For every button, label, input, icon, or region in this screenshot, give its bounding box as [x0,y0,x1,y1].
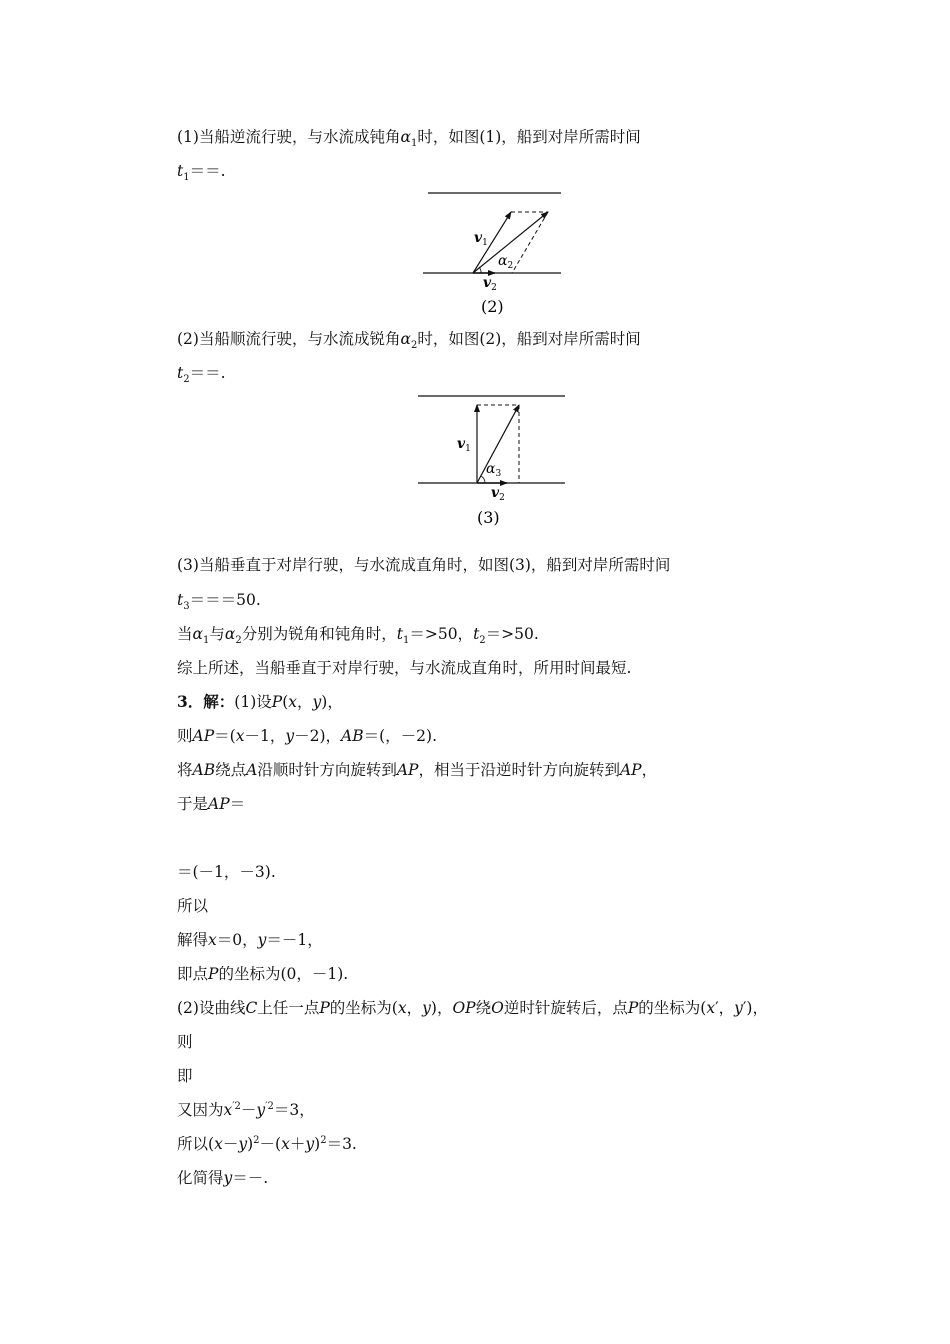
text: 与 [209,625,225,643]
text: 化简得 [177,1169,224,1187]
text: 将 [177,761,193,779]
text: 当 [177,625,193,643]
angle-arc [479,267,481,273]
text: ＝( [214,727,236,745]
text: 所以( [177,1135,215,1153]
subscript: 2 [479,635,486,647]
text: ＝>50. [485,625,539,643]
subscript: 2 [235,635,242,647]
alpha-label: $\alpha_3$ [486,461,502,479]
var: x [397,999,407,1017]
text: (1)当船逆流行驶，与水流成钝角 [177,128,401,146]
var: O [491,999,504,1017]
text: ＝>50， [409,625,474,643]
text: 则 [177,727,193,745]
var: x [706,999,716,1017]
v1-label: $v_1$ [457,436,471,454]
vector: AP [208,795,230,813]
var: P [271,693,283,711]
text: －( [259,1135,282,1153]
var: P [319,999,330,1017]
subscript: 1 [410,138,418,150]
var: y [734,999,743,1017]
text: 的坐标为( [638,999,707,1017]
text: 综上所述，当船垂直于对岸行驶，与水流成直角时，所用时间最短. [177,659,632,677]
text: 逆时针旋转后，点 [503,999,628,1017]
text: ＋ [289,1135,306,1153]
var: x [208,931,217,949]
text: ＝(，－2). [363,727,437,745]
alpha-label: $\alpha_2$ [498,253,514,271]
figure-caption: (2) [481,297,504,316]
text: － [222,1135,239,1153]
var: x [281,1135,290,1153]
text: ＝0， [216,931,258,949]
problem-number: 3．解： [177,692,235,711]
alpha-symbol: α [400,330,411,348]
text-line-20 [177,1099,315,1121]
superscript: ′2 [232,1100,241,1112]
figure-caption: (3) [477,508,500,527]
var: y [422,999,431,1017]
subscript: 1 [183,172,190,184]
subscript: 1 [402,635,410,647]
text: (2)当船顺流行驶，与水流成锐角 [177,330,401,348]
text: 解得 [177,931,209,949]
text: (3)当船垂直于对岸行驶，与水流成直角时，如图(3)，船到对岸所需时间 [177,556,671,574]
text: 又因为 [177,1101,224,1119]
text-line-6 [177,589,261,611]
var: y [312,693,322,711]
text: 所以 [177,897,209,915]
text-line-2 [177,160,226,182]
t-symbol: t [177,364,184,382]
text-line-13 [177,861,276,883]
var: P [208,965,219,983]
text: ，相当于沿逆时针方向旋转到 [418,761,620,779]
text: ＝＝＝50. [189,591,261,609]
figure-3 [413,388,573,530]
text: ) [247,1135,254,1153]
text: ， [297,693,313,711]
text: ＝－1， [266,931,323,949]
var: A [246,761,258,779]
text: 时，如图(1)，船到对岸所需时间 [417,128,641,146]
v2-label: $v_2$ [491,485,505,503]
text: 绕 [475,999,492,1017]
text: )， [321,693,343,711]
var: C [245,999,258,1017]
text-line-18 [177,1031,193,1053]
v1-label: $v_1$ [474,230,488,248]
vector: AB [192,761,216,779]
text: 于是 [177,795,209,813]
v2-label: $v_2$ [483,275,497,293]
text-line-12 [177,793,245,815]
var: y [256,1101,266,1119]
text-line-3 [177,328,641,350]
text: ， [641,761,658,779]
text: 的坐标为( [329,999,398,1017]
vector: AB [341,727,364,745]
text-line-1 [177,126,641,148]
text: )， [430,999,453,1017]
alpha-symbol: α [400,128,411,146]
subscript: 2 [183,374,190,386]
text-line-10 [177,725,437,747]
text-line-22 [177,1167,268,1189]
vector: AP [619,761,642,779]
var: x [214,1135,223,1153]
var: y [238,1135,248,1153]
text: (2)设曲线 [177,999,246,1017]
var: x [288,693,298,711]
text: 则 [177,1033,193,1051]
text-line-15 [177,929,323,951]
vector: OP [452,999,476,1017]
text: ＝＝. [189,364,226,382]
text: ＝ [229,795,246,813]
t-symbol: t [177,162,184,180]
text-line-4 [177,362,226,384]
var: x [235,727,245,745]
text: ′)， [742,999,768,1017]
text: 绕点 [215,761,247,779]
text-line-5 [177,554,670,576]
var: y [257,931,267,949]
text: ) [314,1135,321,1153]
text: － [240,1101,257,1119]
vector: AP [396,761,419,779]
superscript: 2 [320,1134,327,1146]
text: 时，如图(2)，船到对岸所需时间 [417,330,641,348]
text: ， [406,999,423,1017]
text: 即点 [177,965,209,983]
text: 上任一点 [257,999,320,1017]
text: ＝－. [232,1169,269,1187]
dashed-side [512,212,548,273]
subscript: 3 [183,601,190,613]
vector: AP [192,727,215,745]
angle-arc [481,476,485,483]
text: 沿顺时针方向旋转到 [257,761,397,779]
text: ＝3， [273,1101,315,1119]
text-line-17 [177,997,768,1019]
text-line-7 [177,623,539,645]
var: x [223,1101,233,1119]
text: ＝＝. [189,162,226,180]
text: 分别为锐角和钝角时， [241,625,397,643]
var: P [627,999,639,1017]
text: －1， [244,727,286,745]
text-line-9 [177,691,343,713]
text: ＝3. [326,1135,357,1153]
text: －2)， [294,727,342,745]
var: y [305,1135,315,1153]
text: 的坐标为(0，－1). [218,965,349,983]
text-line-8 [177,657,631,679]
superscript: 2 [253,1134,260,1146]
text-line-16 [177,963,348,985]
text-line-19 [177,1065,193,1087]
text: ( [282,693,289,711]
text: ′， [715,999,735,1017]
subscript: 2 [410,340,418,352]
text: 即 [177,1067,193,1085]
var: y [223,1169,233,1187]
figure-2 [418,185,568,317]
text-line-21 [177,1133,357,1155]
alpha-symbol: α [192,625,203,643]
alpha-symbol: α [224,625,236,643]
subscript: 1 [202,635,210,647]
text: ＝(－1，－3). [177,863,276,881]
superscript: ′2 [265,1100,274,1112]
var: y [285,727,295,745]
text-line-11 [177,759,657,781]
text-line-14 [177,895,208,917]
t-symbol: t [473,625,480,643]
t-symbol: t [396,625,403,643]
text: (1)设 [234,693,272,711]
t-symbol: t [177,591,184,609]
